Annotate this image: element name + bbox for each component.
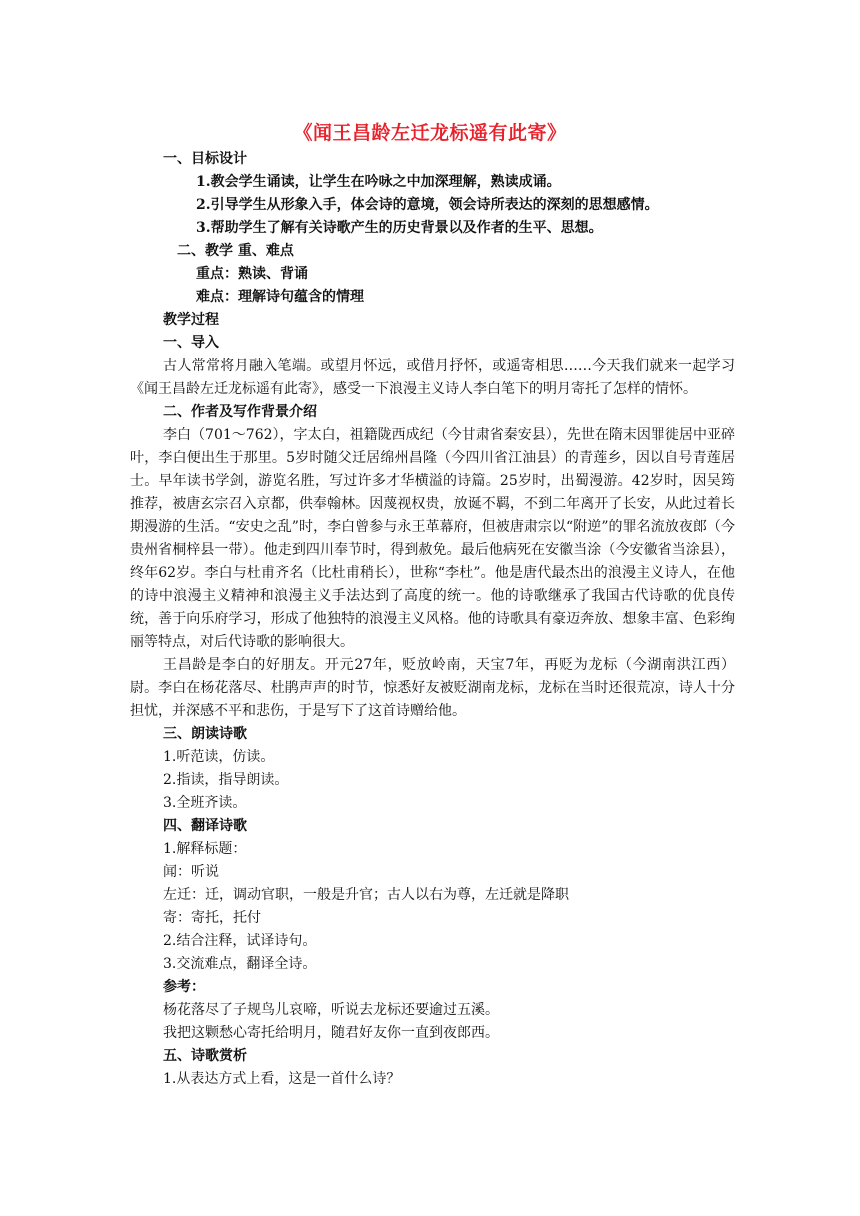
goal-item: 2.引导学生从形象入手，体会诗的意境，领会诗所表达的深刻的思想感情。 xyxy=(196,197,659,213)
reference-heading: 参考： xyxy=(163,979,205,995)
translate-item: 1.解释标题： xyxy=(163,841,247,857)
translate-item: 闻：听说 xyxy=(163,864,219,880)
author-paragraph: 李白（701～762），字太白，祖籍陇西成纪（今甘肃省秦安县），先世在隋末因罪徙居中亚碎叶，李白便出生于那里。5岁时随父迁居绵州昌隆（今四川省江油县）的青莲乡，因以自号青莲居士。早年读书学剑，游览名胜，写过许多才华横溢的诗篇。25岁时，出蜀漫游。42岁时，因吴筠推荐，被唐玄宗召入京都，供奉翰林。因蔑视权贵，放诞不羁，不到二年离开了长安，从此过着长期漫游的生活。“安史之乱”时，李白曾参与永王革幕府，但被唐肃宗以“附逆”的罪名流放夜郎（今贵州省桐梓县一带）。他走到四川奉节时，得到赦免。最后他病死在安徽当涂（今安徽省当涂县），终年62岁。李白与杜甫齐名（比杜甫稍长），世称“李杜”。他是唐代最杰出的浪漫主义诗人，在他的诗中浪漫主义精神和浪漫主义手法达到了高度的统一。他的诗歌继承了我国古代诗歌的优良传统，善于向乐府学习，形成了他独特的浪漫主义风格。他的诗歌具有豪迈奔放、想象丰富、色彩绚丽等特点，对后代诗歌的影响很大。 xyxy=(130,427,735,650)
goal-item: 1.教会学生诵读，让学生在吟咏之中加深理解，熟读成诵。 xyxy=(196,174,561,190)
read-heading: 三、朗读诗歌 xyxy=(163,726,247,742)
intro-paragraph: 古人常常将月融入笔端。或望月怀远，或借月抒怀，或遥寄相思……今天我们就来一起学习《闻王昌龄左迁龙标遥有此寄》，感受一下浪漫主义诗人李白笔下的明月寄托了怎样的情怀。 xyxy=(130,358,735,397)
document-body xyxy=(130,148,735,1091)
difficult-point: 难点：理解诗句蕴含的情理 xyxy=(196,289,364,305)
process-heading: 教学过程 xyxy=(163,312,219,328)
read-item: 2.指读，指导朗读。 xyxy=(163,772,289,788)
author-heading: 二、作者及写作背景介绍 xyxy=(163,404,317,420)
read-item: 3.全班齐读。 xyxy=(163,795,247,811)
translate-item: 寄：寄托，托付 xyxy=(163,910,261,926)
reference-line: 我把这颗愁心寄托给明月，随君好友你一直到夜郎西。 xyxy=(163,1025,499,1041)
translate-item: 2.结合注释，试译诗句。 xyxy=(163,933,317,949)
goal-item: 3.帮助学生了解有关诗歌产生的历史背景以及作者的生平、思想。 xyxy=(196,220,603,236)
translate-heading: 四、翻译诗歌 xyxy=(163,818,247,834)
reference-line: 杨花落尽了子规鸟儿哀啼，听说去龙标还要逾过五溪。 xyxy=(163,1002,499,1018)
key-point: 重点：熟读、背诵 xyxy=(196,266,308,282)
document-title: 《闻王昌龄左迁龙标遥有此寄》 xyxy=(293,122,567,144)
read-item: 1.听范读，仿读。 xyxy=(163,749,275,765)
appreciate-heading: 五、诗歌赏析 xyxy=(163,1048,247,1064)
intro-heading: 一、导入 xyxy=(163,335,219,351)
appreciate-item: 1.从表达方式上看，这是一首什么诗？ xyxy=(163,1071,401,1087)
goals-heading: 一、目标设计 xyxy=(163,151,247,167)
key-points-heading: 二、教学 重、难点 xyxy=(177,243,294,259)
background-paragraph: 王昌龄是李白的好朋友。开元27年，贬放岭南，天宝7年，再贬为龙标（今湖南洪江西）尉。李白在杨花落尽、杜鹃声声的时节，惊悉好友被贬湖南龙标，龙标在当时还很荒凉，诗人十分担忧，并深感不平和悲伤，于是写下了这首诗赠给他。 xyxy=(130,657,735,719)
translate-item: 3.交流难点，翻译全诗。 xyxy=(163,956,317,972)
translate-item: 左迁：迁，调动官职，一般是升官；古人以右为尊，左迁就是降职 xyxy=(163,887,569,903)
